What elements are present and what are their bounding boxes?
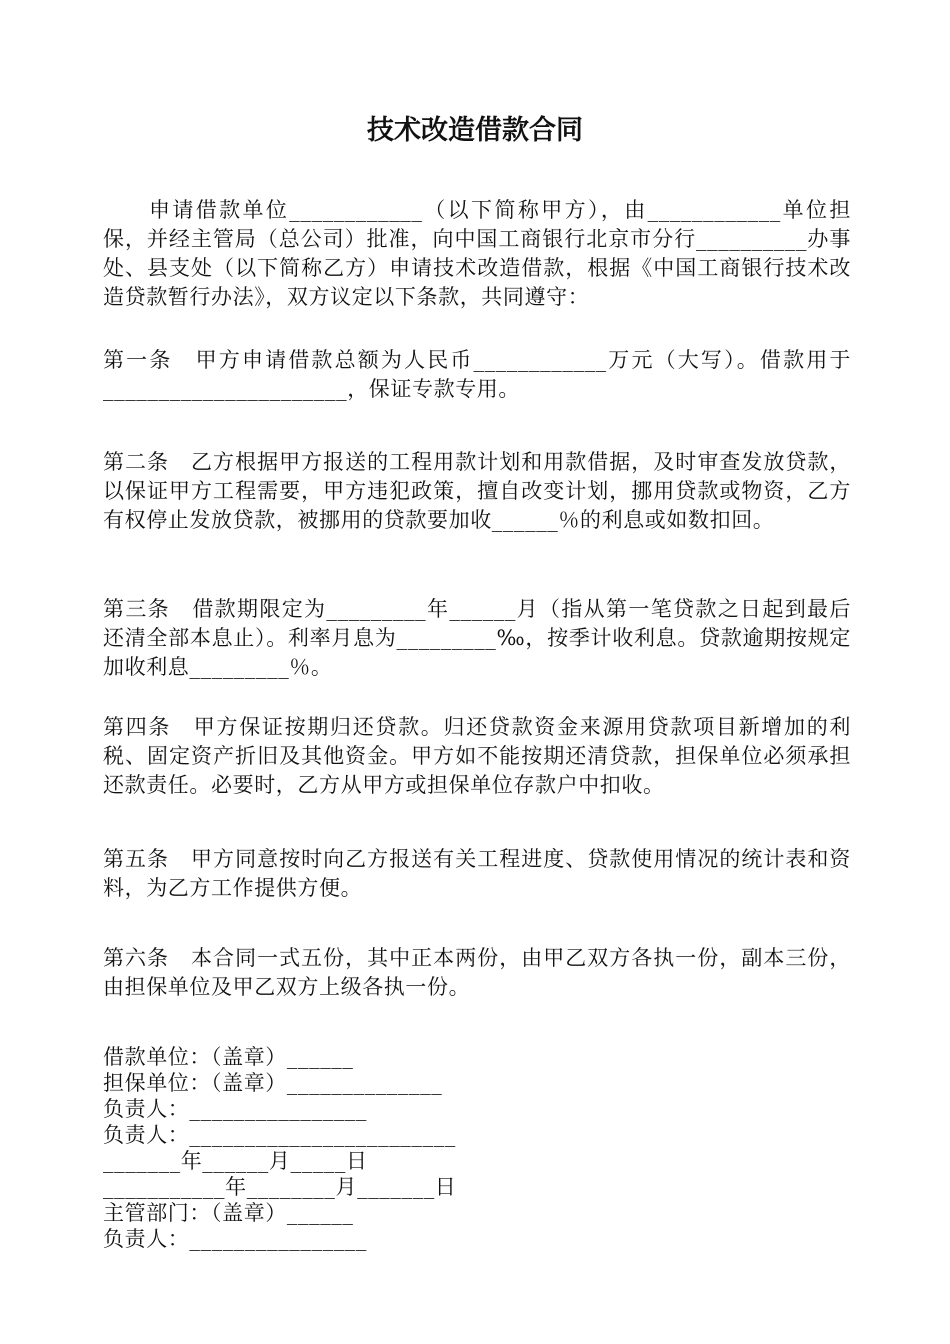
article-6: 第六条 本合同一式五份，其中正本两份，由甲乙双方各执一份，副本三份，由担保单位及甲乙双方上级各执一份。 xyxy=(103,946,851,999)
article-1: 第一条 甲方申请借款总额为人民币____________万元（大写）。借款用于______________________，保证专款专用。 xyxy=(103,348,851,401)
article-2: 第二条 乙方根据甲方报送的工程用款计划和用款借据，及时审查发放贷款，以保证甲方工程需要，甲方违犯政策，擅自改变计划，挪用贷款或物资，乙方有权停止发放贷款，被挪用的贷款要加收______％的利息或如数扣回。 xyxy=(103,450,851,532)
borrower-seal-line: 借款单位：（盖章）______ xyxy=(103,1045,354,1069)
article-3: 第三条 借款期限定为_________年______月（指从第一笔贷款之日起到最后还清全部本息止）。利率月息为_________‰，按季计收利息。贷款逾期按规定加收利息_________％。 xyxy=(103,597,851,679)
intro-paragraph: 申请借款单位____________（以下简称甲方），由____________单位担保，并经主管局（总公司）批准，向中国工商银行北京市分行__________办事处、县支处（以下简称乙方）申请技术改造借款，根据《中国工商银行技术改造贷款暂行办法》，双方议定以下条款，共同遵守： xyxy=(103,198,851,309)
borrower-representative-line: 负责人：________________ xyxy=(103,1097,367,1121)
article-4: 第四条 甲方保证按期归还贷款。归还贷款资金来源用贷款项目新增加的利税、固定资产折旧及其他资金。甲方如不能按期还清贷款，担保单位必须承担还款责任。必要时，乙方从甲方或担保单位存款户中扣收。 xyxy=(103,715,851,797)
date-line-1: _______年______月_____日 xyxy=(103,1149,368,1173)
date-line-2: ___________年________月_______日 xyxy=(103,1175,457,1199)
guarantor-representative-line: 负责人：________________________ xyxy=(103,1123,456,1147)
guarantor-seal-line: 担保单位：（盖章）______________ xyxy=(103,1071,443,1095)
document-title: 技术改造借款合同 xyxy=(367,115,583,146)
signature-block xyxy=(103,1044,851,1252)
article-5: 第五条 甲方同意按时向乙方报送有关工程进度、贷款使用情况的统计表和资料，为乙方工作提供方便。 xyxy=(103,847,851,900)
supervisor-representative-line: 负责人：________________ xyxy=(103,1227,367,1251)
supervisor-seal-line: 主管部门：（盖章）______ xyxy=(103,1201,354,1225)
